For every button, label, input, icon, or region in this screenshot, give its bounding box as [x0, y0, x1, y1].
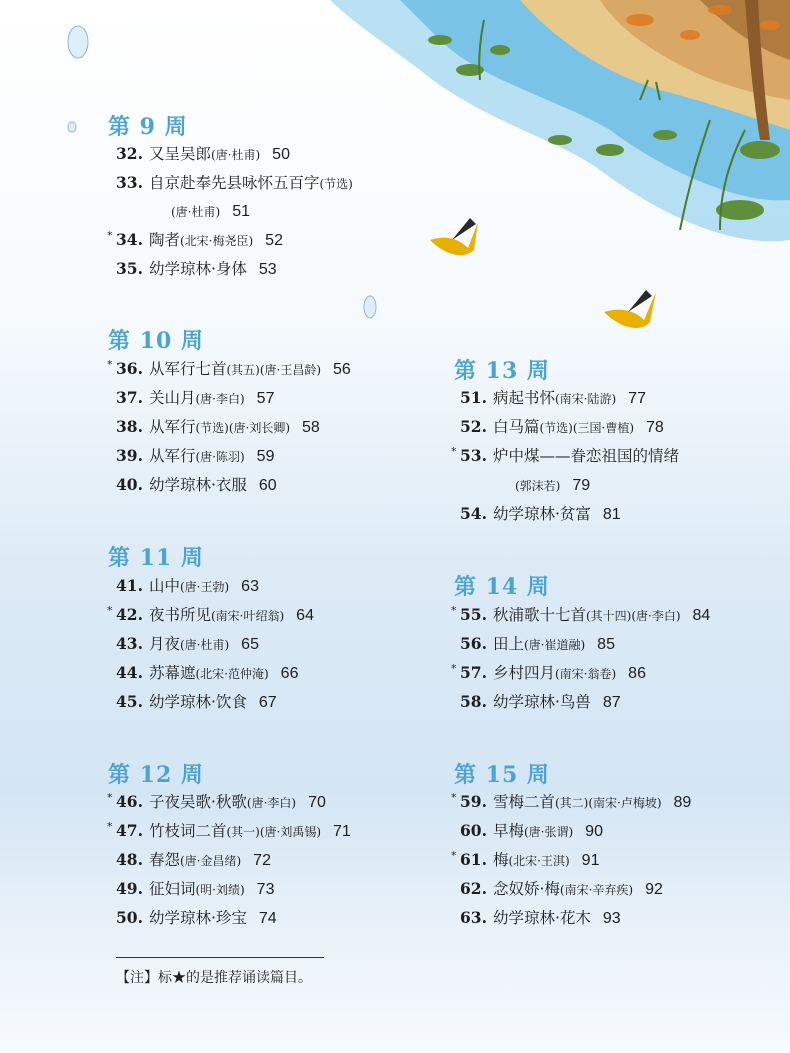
recommend-star: * — [107, 358, 113, 371]
toc-entry[interactable]: * 47. 竹枝词二首(其一)(唐·刘禹锡) 71 — [116, 821, 351, 842]
toc-entry[interactable]: 56. 田上(唐·崔道融) 85 — [460, 634, 615, 653]
toc-entry[interactable]: * 36. 从军行七首(其五)(唐·王昌龄) 56 — [116, 359, 351, 380]
pond-illustration — [0, 0, 790, 340]
toc-entry[interactable]: * 53. 炉中煤——眷恋祖国的情绪 — [460, 446, 679, 466]
toc-entry[interactable]: 58. 幼学琼林·鸟兽 87 — [460, 692, 621, 711]
toc-entry[interactable]: 49. 征妇词(明·刘绩) 73 — [116, 879, 275, 898]
recommend-star: * — [451, 849, 457, 862]
week-title-9: 第 9 周 — [108, 114, 188, 140]
toc-entry[interactable]: 50. 幼学琼林·珍宝 74 — [116, 908, 277, 927]
toc-entry-continuation: (唐·杜甫) 51 — [171, 203, 250, 220]
toc-entry[interactable]: 63. 幼学琼林·花木 93 — [460, 908, 621, 927]
toc-entry[interactable]: 54. 幼学琼林·贫富 81 — [460, 504, 621, 523]
toc-entry[interactable]: 62. 念奴娇·梅(南宋·辛弃疾) 92 — [460, 879, 663, 898]
toc-entry[interactable]: 32. 又呈吴郎(唐·杜甫) 50 — [116, 144, 290, 163]
footnote-divider — [116, 957, 324, 958]
toc-entry[interactable]: 60. 早梅(唐·张谓) 90 — [460, 821, 603, 840]
toc-entry[interactable]: 38. 从军行(节选)(唐·刘长卿) 58 — [116, 417, 320, 436]
toc-entry[interactable]: * 46. 子夜吴歌·秋歌(唐·李白) 70 — [116, 792, 326, 813]
toc-entry[interactable]: 40. 幼学琼林·衣服 60 — [116, 475, 277, 494]
toc-entry[interactable]: * 61. 梅(北宋·王淇) 91 — [460, 850, 599, 871]
footnote: 【注】标★的是推荐诵读篇目。 — [116, 970, 312, 986]
week-title-12: 第 12 周 — [108, 762, 204, 788]
toc-entry[interactable]: 41. 山中(唐·王勃) 63 — [116, 576, 259, 595]
toc-entry[interactable]: 35. 幼学琼林·身体 53 — [116, 259, 277, 278]
toc-entry[interactable]: * 34. 陶者(北宋·梅尧臣) 52 — [116, 230, 283, 251]
toc-entry[interactable]: * 55. 秋浦歌十七首(其十四)(唐·李白) 84 — [460, 605, 710, 626]
toc-entry[interactable]: 45. 幼学琼林·饮食 67 — [116, 692, 277, 711]
week-title-10: 第 10 周 — [108, 328, 204, 354]
recommend-star: * — [451, 604, 457, 617]
toc-entry[interactable]: 44. 苏幕遮(北宋·范仲淹) 66 — [116, 663, 299, 682]
recommend-star: * — [107, 229, 113, 242]
recommend-star: * — [107, 604, 113, 617]
toc-entry[interactable]: 43. 月夜(唐·杜甫) 65 — [116, 634, 259, 653]
toc-entry[interactable]: 51. 病起书怀(南宋·陆游) 77 — [460, 388, 646, 407]
toc-entry[interactable]: * 59. 雪梅二首(其二)(南宋·卢梅坡) 89 — [460, 792, 691, 813]
toc-entry[interactable]: 52. 白马篇(节选)(三国·曹植) 78 — [460, 417, 664, 436]
recommend-star: * — [107, 791, 113, 804]
toc-entry[interactable]: 37. 关山月(唐·李白) 57 — [116, 388, 275, 407]
week-title-15: 第 15 周 — [454, 762, 550, 788]
recommend-star: * — [451, 791, 457, 804]
toc-entry[interactable]: 39. 从军行(唐·陈羽) 59 — [116, 446, 275, 465]
toc-entry[interactable]: * 42. 夜书所见(南宋·叶绍翁) 64 — [116, 605, 314, 626]
week-title-13: 第 13 周 — [454, 358, 550, 384]
toc-entry[interactable]: * 57. 乡村四月(南宋·翁卷) 86 — [460, 663, 646, 684]
recommend-star: * — [451, 662, 457, 675]
week-title-11: 第 11 周 — [108, 545, 204, 571]
bird-icon — [604, 290, 656, 328]
bird-icon — [430, 218, 478, 255]
recommend-star: * — [107, 820, 113, 833]
recommend-star: * — [451, 445, 457, 458]
toc-entry-continuation: (郭沫若) 79 — [515, 477, 591, 494]
week-title-14: 第 14 周 — [454, 574, 550, 600]
toc-entry[interactable]: 48. 春怨(唐·金昌绪) 72 — [116, 850, 271, 869]
toc-entry[interactable]: 33. 自京赴奉先县咏怀五百字(节选) — [116, 173, 353, 192]
